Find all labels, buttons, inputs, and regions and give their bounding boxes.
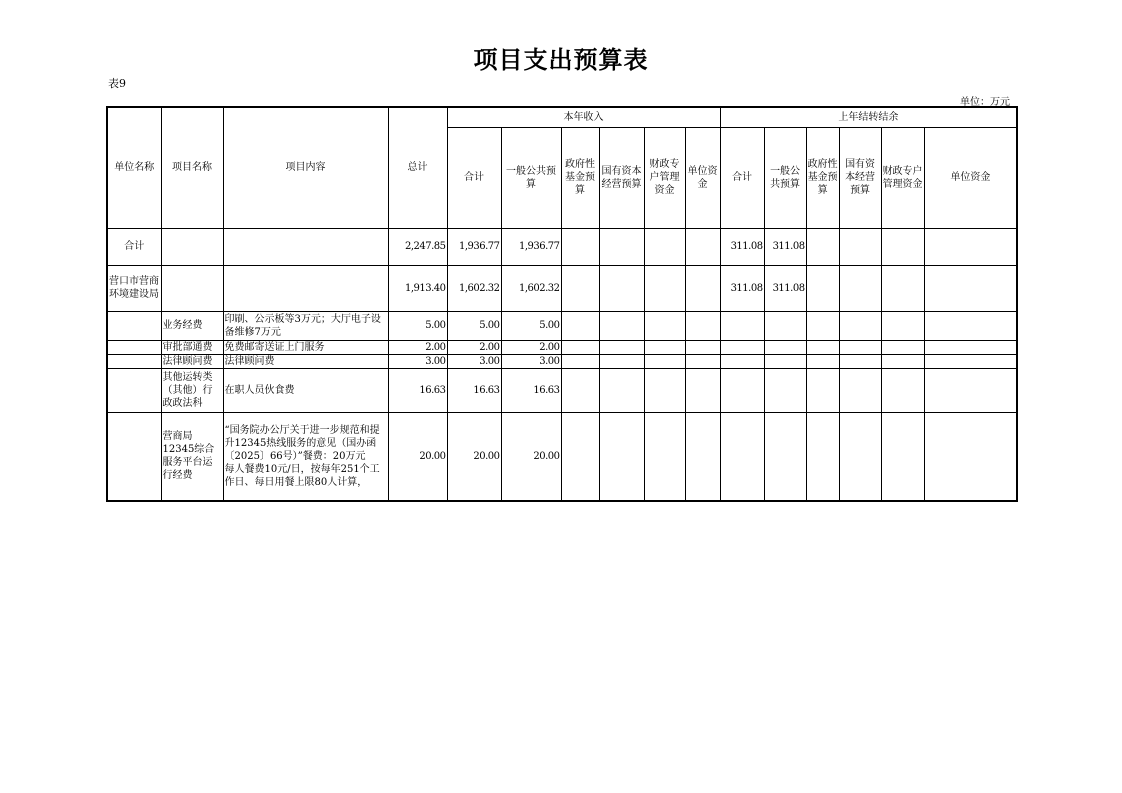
cell-prev-general <box>764 311 806 340</box>
table-row <box>107 340 1017 354</box>
header-prev-general-budget: 一般公共预算 <box>764 127 806 228</box>
cell-empty <box>839 368 881 412</box>
cell-empty <box>924 228 1017 265</box>
cell-empty <box>881 228 924 265</box>
cell-empty <box>839 311 881 340</box>
cell-cur-general: 2.00 <box>501 340 561 354</box>
budget-table <box>106 106 1018 502</box>
header-cur-fiscal-special: 财政专户管理资金 <box>644 127 685 228</box>
cell-empty <box>561 265 599 311</box>
cell-total: 2.00 <box>388 340 447 354</box>
cell-total: 3.00 <box>388 354 447 368</box>
cell-prev-general <box>764 340 806 354</box>
cell-empty <box>685 228 720 265</box>
cell-content: 法律顾问费 <box>223 354 388 368</box>
cell-empty <box>644 265 685 311</box>
table-row <box>107 412 1017 501</box>
cell-empty <box>806 340 839 354</box>
header-cur-unit-funds: 单位资金 <box>685 127 720 228</box>
cell-prev-total: 311.08 <box>720 265 764 311</box>
cell-cur-general: 20.00 <box>501 412 561 501</box>
header-prev-unit-funds: 单位资金 <box>924 127 1017 228</box>
cell-project: 营商局12345综合服务平台运行经费 <box>161 412 223 501</box>
cell-empty <box>644 354 685 368</box>
cell-empty <box>806 311 839 340</box>
table-body <box>107 228 1017 501</box>
cell-empty <box>924 368 1017 412</box>
cell-cur-total: 1,936.77 <box>447 228 501 265</box>
header-unit-name: 单位名称 <box>107 107 161 228</box>
page-title: 项目支出预算表 <box>473 46 649 74</box>
header-cur-general-budget: 一般公共预算 <box>501 127 561 228</box>
cell-empty <box>924 265 1017 311</box>
cell-empty <box>561 354 599 368</box>
cell-project: 法律顾问费 <box>161 354 223 368</box>
unit-label: 单位：万元 <box>960 97 1010 108</box>
cell-unit <box>107 311 161 340</box>
cell-empty <box>599 340 644 354</box>
cell-empty <box>644 311 685 340</box>
cell-prev-general: 311.08 <box>764 228 806 265</box>
cell-cur-general: 5.00 <box>501 311 561 340</box>
cell-empty <box>599 311 644 340</box>
cell-empty <box>685 340 720 354</box>
cell-cur-total: 20.00 <box>447 412 501 501</box>
header-prev-fiscal-special: 财政专户管理资金 <box>881 127 924 228</box>
cell-cur-general: 1,936.77 <box>501 228 561 265</box>
cell-empty <box>924 340 1017 354</box>
cell-cur-general: 3.00 <box>501 354 561 368</box>
cell-empty <box>599 228 644 265</box>
table-number: 表9 <box>108 77 126 90</box>
cell-project: 审批部通费 <box>161 340 223 354</box>
cell-empty <box>644 412 685 501</box>
cell-empty <box>561 228 599 265</box>
cell-empty <box>806 354 839 368</box>
header-current-income: 本年收入 <box>447 107 720 127</box>
cell-unit: 合计 <box>107 228 161 265</box>
cell-content <box>223 228 388 265</box>
table-row <box>107 228 1017 265</box>
cell-prev-general: 311.08 <box>764 265 806 311</box>
header-prev-carryover: 上年结转结余 <box>720 107 1017 127</box>
cell-unit <box>107 368 161 412</box>
cell-empty <box>599 354 644 368</box>
cell-prev-total <box>720 412 764 501</box>
cell-unit <box>107 340 161 354</box>
cell-total: 1,913.40 <box>388 265 447 311</box>
cell-cur-general: 1,602.32 <box>501 265 561 311</box>
table-header <box>107 107 1017 228</box>
cell-empty <box>839 340 881 354</box>
cell-cur-total: 3.00 <box>447 354 501 368</box>
cell-prev-general <box>764 354 806 368</box>
cell-empty <box>685 311 720 340</box>
header-cur-subtotal: 合计 <box>447 127 501 228</box>
cell-content: 在职人员伙食费 <box>223 368 388 412</box>
cell-content: 免费邮寄送证上门服务 <box>223 340 388 354</box>
cell-empty <box>561 368 599 412</box>
header-project-content: 项目内容 <box>223 107 388 228</box>
cell-content: “国务院办公厅关于进一步规范和提升12345热线服务的意见（国办函〔2025〕66号）”餐费：20万元 每人餐费10元/日，按每年251个工作日、每日用餐上限80人计算， <box>223 412 388 501</box>
cell-empty <box>881 368 924 412</box>
table-row <box>107 354 1017 368</box>
cell-empty <box>561 412 599 501</box>
cell-prev-total <box>720 340 764 354</box>
table-row <box>107 311 1017 340</box>
cell-empty <box>839 228 881 265</box>
cell-empty <box>644 340 685 354</box>
header-prev-state-capital: 国有资本经营预算 <box>839 127 881 228</box>
cell-empty <box>599 368 644 412</box>
table-row <box>107 368 1017 412</box>
cell-empty <box>881 311 924 340</box>
header-cur-gov-fund: 政府性基金预算 <box>561 127 599 228</box>
cell-project <box>161 265 223 311</box>
header-prev-gov-fund: 政府性基金预算 <box>806 127 839 228</box>
header-prev-subtotal: 合计 <box>720 127 764 228</box>
cell-empty <box>881 412 924 501</box>
cell-prev-total: 311.08 <box>720 228 764 265</box>
cell-prev-general <box>764 412 806 501</box>
cell-project <box>161 228 223 265</box>
cell-cur-total: 1,602.32 <box>447 265 501 311</box>
cell-content: 印刷、公示板等3万元；大厅电子设备维修7万元 <box>223 311 388 340</box>
cell-empty <box>881 265 924 311</box>
cell-empty <box>806 368 839 412</box>
cell-cur-total: 5.00 <box>447 311 501 340</box>
cell-total: 5.00 <box>388 311 447 340</box>
cell-empty <box>839 412 881 501</box>
cell-empty <box>881 340 924 354</box>
cell-empty <box>924 354 1017 368</box>
cell-empty <box>561 311 599 340</box>
cell-empty <box>924 311 1017 340</box>
cell-project: 业务经费 <box>161 311 223 340</box>
cell-unit <box>107 412 161 501</box>
cell-total: 20.00 <box>388 412 447 501</box>
cell-total: 2,247.85 <box>388 228 447 265</box>
cell-empty <box>806 265 839 311</box>
cell-empty <box>806 412 839 501</box>
header-total: 总计 <box>388 107 447 228</box>
cell-empty <box>924 412 1017 501</box>
cell-empty <box>881 354 924 368</box>
table-row <box>107 265 1017 311</box>
cell-content <box>223 265 388 311</box>
cell-prev-total <box>720 311 764 340</box>
cell-cur-general: 16.63 <box>501 368 561 412</box>
cell-prev-total <box>720 368 764 412</box>
header-project-name: 项目名称 <box>161 107 223 228</box>
cell-prev-general <box>764 368 806 412</box>
cell-prev-total <box>720 354 764 368</box>
cell-project: 其他运转类（其他）行政政法科 <box>161 368 223 412</box>
cell-empty <box>806 228 839 265</box>
cell-cur-total: 16.63 <box>447 368 501 412</box>
cell-empty <box>685 354 720 368</box>
cell-empty <box>599 265 644 311</box>
cell-empty <box>685 265 720 311</box>
cell-empty <box>561 340 599 354</box>
cell-cur-total: 2.00 <box>447 340 501 354</box>
cell-empty <box>644 228 685 265</box>
cell-empty <box>685 368 720 412</box>
header-cur-state-capital: 国有资本经营预算 <box>599 127 644 228</box>
cell-unit: 营口市营商环境建设局 <box>107 265 161 311</box>
cell-empty <box>644 368 685 412</box>
cell-unit <box>107 354 161 368</box>
cell-total: 16.63 <box>388 368 447 412</box>
cell-empty <box>839 265 881 311</box>
cell-empty <box>599 412 644 501</box>
cell-empty <box>839 354 881 368</box>
cell-empty <box>685 412 720 501</box>
